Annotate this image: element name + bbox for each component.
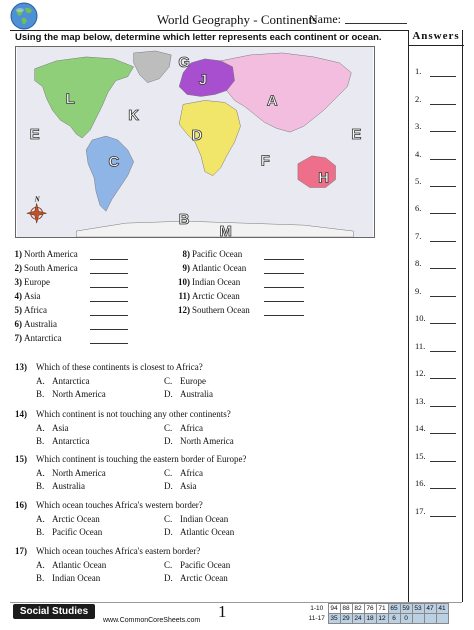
matching-label: South America [24,263,78,273]
answer-number: 15. [415,451,426,461]
option-text: Africa [180,468,203,478]
score-cell: 24 [352,614,364,624]
score-cell: 29 [340,614,352,624]
matching-number: 4) [14,291,22,301]
option-text: Atlantic Ocean [52,560,107,570]
answer-option[interactable] [36,573,100,583]
matching-label: Australia [24,319,57,329]
matching-blank[interactable] [90,259,128,260]
matching-label: Asia [24,291,41,301]
option-letter: C. [164,514,173,524]
score-cell: 41 [436,604,448,614]
score-cell: 53 [412,604,424,614]
answer-blank[interactable] [430,433,456,434]
option-text: Asia [52,423,69,433]
matching-blank[interactable] [90,301,128,302]
option-text: Australia [52,481,85,491]
option-text: Pacific Ocean [180,560,231,570]
matching-number: 6) [14,319,22,329]
option-letter: C. [164,423,173,433]
matching-label: Antarctica [24,333,62,343]
matching-blank[interactable] [90,287,128,288]
page-number: 1 [218,602,227,621]
score-cell: 35 [328,614,340,624]
answer-blank[interactable] [430,104,456,105]
answer-blank[interactable] [430,516,456,517]
answer-blank[interactable] [430,159,456,160]
option-letter: D. [164,481,173,491]
score-cell [412,614,424,624]
map-letter-label: H [318,170,330,187]
option-text: Australia [180,389,213,399]
map-letter-label: M [219,224,232,238]
map-letter-label: K [128,108,140,125]
top-divider [10,30,408,31]
answer-number: 4. [415,149,422,159]
answers-heading: Answers [408,30,464,46]
matching-blank[interactable] [90,329,128,330]
question-number: 13) [15,362,27,372]
answer-number: 6. [415,203,422,213]
matching-number: 12) [178,305,190,315]
map-letter-label: E [29,127,40,144]
option-letter: B. [36,481,45,491]
matching-blank[interactable] [264,259,304,260]
score-range-label: 1-10 [310,605,324,612]
score-cell: 47 [424,604,436,614]
matching-label: Pacific Ocean [192,249,243,259]
matching-blank[interactable] [264,315,304,316]
option-letter: B. [36,436,45,446]
answer-number: 10. [415,313,426,323]
answer-option[interactable] [36,389,106,399]
instructions: Using the map below, determine which letter represents each continent or ocean. [15,32,382,43]
option-letter: D. [164,573,173,583]
answer-number: 8. [415,258,422,268]
matching-label: Southern Ocean [192,305,250,315]
map-letter-label: G [178,54,190,71]
map-letter-label: C [108,154,120,171]
option-text: Indian Ocean [180,514,229,524]
matching-number: 2) [14,263,22,273]
answer-number: 3. [415,121,422,131]
score-cell: 12 [376,614,388,624]
answer-number: 7. [415,231,422,241]
question-number: 16) [15,500,27,510]
score-cell: 88 [340,604,352,614]
answer-option[interactable] [164,436,234,446]
answer-option[interactable] [36,560,106,570]
answer-number: 11. [415,341,426,351]
score-cell: 65 [388,604,400,614]
matching-number: 1) [14,249,22,259]
matching-number: 7) [14,333,22,343]
option-letter: C. [164,468,173,478]
matching-number: 10) [178,277,190,287]
answer-number: 9. [415,286,422,296]
matching-label: Arctic Ocean [192,291,240,301]
subject-badge: Social Studies [13,604,95,619]
matching-number: 3) [14,277,22,287]
option-letter: A. [36,514,45,524]
question-number: 15) [15,454,27,464]
name-field[interactable] [345,23,407,24]
answer-option[interactable] [164,468,203,478]
option-text: Antarctica [52,436,90,446]
option-letter: D. [164,389,173,399]
answer-option[interactable] [164,573,228,583]
score-cell: 0 [400,614,412,624]
option-text: Atlantic Ocean [180,527,235,537]
question-text: Which ocean touches Africa's western border? [36,500,203,510]
answer-option[interactable] [36,376,89,386]
compass-north-label: N [34,196,40,204]
answer-option[interactable] [36,514,100,524]
matching-number: 8) [182,249,190,259]
score-cell [424,614,436,624]
answer-blank[interactable] [430,268,456,269]
matching-blank[interactable] [90,315,128,316]
question-number: 17) [15,546,27,556]
option-text: Pacific Ocean [52,527,103,537]
site-url: www.CommonCoreSheets.com [103,617,201,624]
score-range-label: 11-17 [308,615,325,622]
answer-blank[interactable] [430,241,456,242]
map-letter-label: J [198,72,208,89]
option-letter: C. [164,376,173,386]
matching-label: North America [24,249,78,259]
answer-blank[interactable] [430,213,456,214]
question-text: Which continent is not touching any other continents? [36,409,231,419]
score-cell: 76 [364,604,376,614]
option-text: North America [180,436,234,446]
answer-number: 17. [415,506,426,516]
question-text: Which continent is touching the eastern border of Europe? [36,454,247,464]
answer-option[interactable] [164,423,203,433]
answer-option[interactable] [164,560,230,570]
map-letter-label: B [178,212,190,229]
answer-option[interactable] [36,527,102,537]
score-row [306,614,448,624]
answer-option[interactable] [36,468,106,478]
score-cell [436,614,448,624]
world-map [15,46,375,238]
answer-number: 1. [415,66,422,76]
option-letter: A. [36,560,45,570]
matching-label: Europe [24,277,50,287]
answer-option[interactable] [164,481,197,491]
answer-blank[interactable] [430,461,456,462]
answer-blank[interactable] [430,351,456,352]
answer-option[interactable] [36,436,89,446]
answer-option[interactable] [36,423,69,433]
option-text: North America [52,468,106,478]
question-text: Which of these continents is closest to Africa? [36,362,203,372]
score-cell: 6 [388,614,400,624]
option-letter: D. [164,527,173,537]
name-label: Name: [309,12,341,26]
option-letter: B. [36,389,45,399]
option-letter: B. [36,573,45,583]
score-table [306,603,449,624]
answer-option[interactable] [36,481,85,491]
matching-blank[interactable] [264,301,304,302]
option-letter: A. [36,423,45,433]
matching-blank[interactable] [90,273,128,274]
option-letter: B. [36,527,45,537]
score-cell: 59 [400,604,412,614]
matching-number: 11) [178,291,190,301]
answer-blank[interactable] [430,131,456,132]
option-text: Arctic Ocean [52,514,100,524]
option-letter: A. [36,376,45,386]
option-text: Arctic Ocean [180,573,228,583]
matching-blank[interactable] [264,273,304,274]
map-letter-label: E [351,127,362,144]
answers-divider [408,30,409,602]
matching-blank[interactable] [264,287,304,288]
map-letter-label: F [260,153,270,170]
answer-option[interactable] [164,527,234,537]
score-cell: 71 [376,604,388,614]
score-cell: 94 [328,604,340,614]
matching-label: Atlantic Ocean [192,263,247,273]
answer-blank[interactable] [430,378,456,379]
answer-number: 2. [415,94,422,104]
score-cell: 82 [352,604,364,614]
map-letter-label: L [65,91,75,108]
option-text: Europe [180,376,206,386]
answer-option[interactable] [164,389,213,399]
answer-option[interactable] [164,514,228,524]
page-title: World Geography - Continents [156,12,318,27]
map-letter-label: D [191,128,203,145]
answer-blank[interactable] [430,488,456,489]
answer-blank[interactable] [430,186,456,187]
answer-blank[interactable] [430,406,456,407]
answer-blank[interactable] [430,296,456,297]
option-text: Indian Ocean [52,573,101,583]
score-row [306,604,448,614]
matching-blank[interactable] [90,343,128,344]
matching-label: Indian Ocean [192,277,241,287]
answer-number: 12. [415,368,426,378]
option-letter: C. [164,560,173,570]
header [0,0,474,30]
question-number: 14) [15,409,27,419]
answer-option[interactable] [164,376,206,386]
matching-number: 5) [14,305,22,315]
option-text: Africa [180,423,203,433]
answer-number: 16. [415,478,426,488]
answer-number: 13. [415,396,426,406]
option-text: Asia [180,481,197,491]
answer-blank[interactable] [430,76,456,77]
question-text: Which ocean touches Africa's eastern border? [36,546,201,556]
option-text: Antarctica [52,376,90,386]
option-letter: D. [164,436,173,446]
option-letter: A. [36,468,45,478]
matching-number: 9) [182,263,190,273]
right-border [462,30,463,602]
answer-number: 14. [415,423,426,433]
answer-blank[interactable] [430,323,456,324]
map-letter-label: A [266,93,278,110]
matching-label: Africa [24,305,47,315]
score-cell: 18 [364,614,376,624]
answer-number: 5. [415,176,422,186]
option-text: North America [52,389,106,399]
